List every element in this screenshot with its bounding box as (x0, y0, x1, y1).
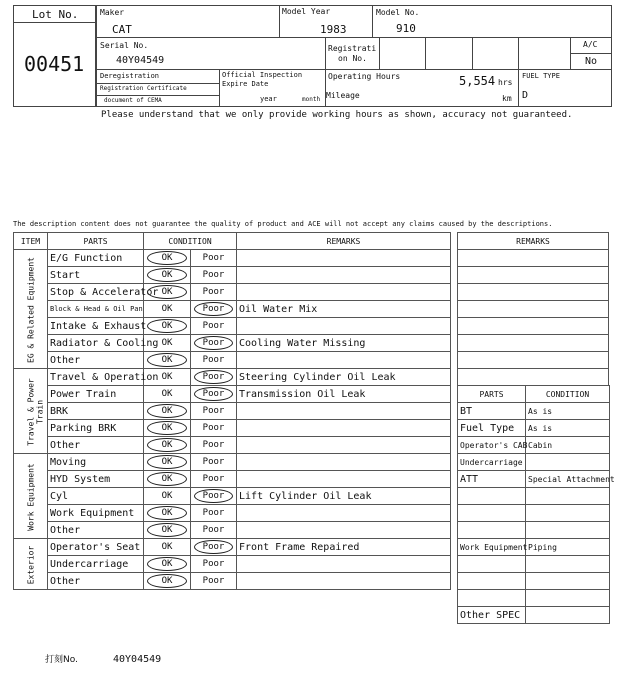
registration-label-2: on No. (338, 54, 367, 63)
poor-option (191, 437, 237, 454)
poor-label: Poor (202, 491, 225, 501)
ok-label: OK (161, 491, 173, 501)
right-condition-header: CONDITION (526, 386, 610, 403)
ok-label: OK (161, 542, 173, 552)
lot-number: 00451 (24, 52, 85, 76)
ok-option (144, 301, 191, 318)
poor-option (191, 369, 237, 386)
ok-option (144, 471, 191, 488)
remark-text (237, 556, 451, 573)
poor-label: Poor (202, 338, 225, 348)
right-parts-row (458, 590, 610, 607)
poor-label: Poor (202, 304, 225, 314)
inspection-row (14, 250, 451, 267)
right-part-name (458, 522, 526, 539)
selected-circle-mark (147, 285, 187, 299)
poor-label: Poor (202, 423, 225, 433)
selected-circle-mark (147, 319, 187, 333)
poor-option (191, 352, 237, 369)
right-remarks-table (457, 232, 609, 386)
remark-text (237, 284, 451, 301)
ok-label: OK (161, 389, 173, 399)
maker-value: CAT (112, 23, 132, 36)
ok-option (144, 454, 191, 471)
right-part-name: Fuel Type (458, 420, 526, 437)
right-parts-row (458, 471, 610, 488)
ok-label: OK (161, 287, 173, 297)
poor-option (191, 556, 237, 573)
poor-label: Poor (202, 457, 225, 467)
selected-circle-mark (147, 506, 187, 520)
selected-circle-mark (147, 455, 187, 469)
part-name: Undercarriage (48, 556, 144, 573)
selected-circle-mark (147, 557, 187, 571)
poor-option (191, 573, 237, 590)
right-part-condition (526, 505, 610, 522)
part-name: E/G Function (48, 250, 144, 267)
part-name: Intake & Exhaust (48, 318, 144, 335)
item-group-cell (14, 539, 48, 590)
selected-circle-mark (147, 574, 187, 588)
col-parts-header: PARTS (48, 233, 144, 250)
item-group-cell (14, 250, 48, 369)
right-remarks-cell (458, 335, 609, 352)
poor-label: Poor (202, 321, 225, 331)
ok-label: OK (161, 457, 173, 467)
right-part-name (458, 573, 526, 590)
poor-option (191, 505, 237, 522)
inspection-table (13, 232, 451, 590)
part-name: Other (48, 573, 144, 590)
poor-option (191, 522, 237, 539)
part-name: Other (48, 437, 144, 454)
right-part-name: Other SPEC (458, 607, 526, 624)
poor-label: Poor (202, 287, 225, 297)
inspection-row (14, 284, 451, 301)
inspection-label-1: Official Inspection (222, 71, 303, 79)
right-part-condition (526, 488, 610, 505)
operating-hours-value: 5,554 (459, 74, 496, 88)
right-remarks-cell (458, 250, 609, 267)
right-parts-row (458, 505, 610, 522)
poor-label: Poor (202, 474, 225, 484)
poor-label: Poor (202, 542, 225, 552)
inspection-row (14, 437, 451, 454)
right-part-condition: As is (526, 403, 610, 420)
right-parts-row (458, 607, 610, 624)
poor-label: Poor (202, 559, 225, 569)
item-group-cell (14, 454, 48, 539)
right-part-condition (526, 556, 610, 573)
selected-circle-mark (147, 268, 187, 282)
right-remarks-cell (458, 369, 609, 386)
poor-option (191, 267, 237, 284)
right-part-name (458, 488, 526, 505)
ok-label: OK (161, 576, 173, 586)
poor-option (191, 386, 237, 403)
right-remarks-cell (458, 284, 609, 301)
maker-label: Maker (100, 8, 125, 17)
right-parts-row (458, 522, 610, 539)
km-unit: km (502, 94, 512, 103)
remark-text (237, 420, 451, 437)
selected-circle-mark (194, 302, 233, 316)
ok-label: OK (161, 321, 173, 331)
ok-label: OK (161, 253, 173, 263)
poor-label: Poor (202, 389, 225, 399)
ok-option (144, 420, 191, 437)
poor-option (191, 301, 237, 318)
selected-circle-mark (147, 353, 187, 367)
remark-text (237, 522, 451, 539)
poor-label: Poor (202, 525, 225, 535)
col-remarks-header: REMARKS (237, 233, 451, 250)
right-part-condition (526, 454, 610, 471)
ok-label: OK (161, 372, 173, 382)
selected-circle-mark (194, 489, 233, 503)
selected-circle-mark (147, 404, 187, 418)
col-condition-header: CONDITION (144, 233, 237, 250)
inspection-row (14, 471, 451, 488)
part-name: Cyl (48, 488, 144, 505)
inspection-row (14, 301, 451, 318)
right-remarks-header: REMARKS (458, 233, 609, 250)
part-name: Stop & Accelerator (48, 284, 144, 301)
ok-label: OK (161, 355, 173, 365)
notice-text: The description content does not guarantee the quality of product and ACE will not accept any claims caused by the descriptions. (13, 220, 553, 228)
poor-option (191, 539, 237, 556)
part-name: Block & Head & Oil Pan (48, 301, 144, 318)
ok-option (144, 352, 191, 369)
poor-option (191, 335, 237, 352)
poor-label: Poor (202, 270, 225, 280)
inspection-row (14, 403, 451, 420)
inspection-row (14, 420, 451, 437)
right-parts-row (458, 437, 610, 454)
poor-label: Poor (202, 253, 225, 263)
inspection-row (14, 488, 451, 505)
remark-text (237, 318, 451, 335)
right-parts-row (458, 539, 610, 556)
item-group-label: Work Equipment (26, 462, 35, 531)
remark-text: Transmission Oil Leak (237, 386, 451, 403)
remark-text (237, 267, 451, 284)
ok-option (144, 284, 191, 301)
part-name: Start (48, 267, 144, 284)
ok-option (144, 318, 191, 335)
poor-option (191, 403, 237, 420)
poor-option (191, 454, 237, 471)
remark-text (237, 454, 451, 471)
ok-label: OK (161, 525, 173, 535)
remark-text (237, 437, 451, 454)
poor-option (191, 284, 237, 301)
remark-text: Oil Water Mix (237, 301, 451, 318)
selected-circle-mark (147, 251, 187, 265)
mileage-label: Mileage (326, 91, 360, 100)
ok-option (144, 267, 191, 284)
right-remarks-cell (458, 352, 609, 369)
right-part-name: BT (458, 403, 526, 420)
inspection-row (14, 335, 451, 352)
stamp-value: 40Y04549 (113, 654, 162, 665)
ok-option (144, 403, 191, 420)
operating-hours-label: Operating Hours (328, 72, 401, 81)
ok-option (144, 386, 191, 403)
remark-text: Cooling Water Missing (237, 335, 451, 352)
item-group-cell (14, 369, 48, 454)
item-group-label: EG & Related Equipment (26, 256, 35, 363)
part-name: Other (48, 352, 144, 369)
disclaimer-text: Please understand that we only provide working hours as shown, accuracy not guaranteed. (101, 110, 573, 120)
selected-circle-mark (147, 421, 187, 435)
remark-text: Front Frame Repaired (237, 539, 451, 556)
right-parts-row (458, 420, 610, 437)
selected-circle-mark (147, 472, 187, 486)
model-no-label: Model No. (376, 8, 420, 17)
inspection-row (14, 522, 451, 539)
ok-option (144, 556, 191, 573)
poor-option (191, 318, 237, 335)
right-part-name: Work Equipment (458, 539, 526, 556)
right-parts-header: PARTS (458, 386, 526, 403)
remark-text (237, 471, 451, 488)
poor-label: Poor (202, 440, 225, 450)
ok-label: OK (161, 270, 173, 280)
poor-option (191, 420, 237, 437)
ok-label: OK (161, 338, 173, 348)
right-remarks-cell (458, 301, 609, 318)
right-part-condition (526, 590, 610, 607)
hrs-unit: hrs (498, 78, 513, 87)
ok-option (144, 522, 191, 539)
remark-text (237, 403, 451, 420)
ac-value: No (585, 56, 598, 67)
registration-certificate-label: Registration Certificate (100, 85, 187, 92)
poor-label: Poor (202, 372, 225, 382)
selected-circle-mark (147, 438, 187, 452)
ok-option (144, 437, 191, 454)
part-name: Moving (48, 454, 144, 471)
inspection-row (14, 573, 451, 590)
ac-label: A/C (583, 40, 598, 49)
right-part-name: Operator's CAB (458, 437, 526, 454)
model-year-value: 1983 (320, 23, 347, 36)
inspection-row (14, 318, 451, 335)
part-name: Work Equipment (48, 505, 144, 522)
right-part-condition (526, 522, 610, 539)
right-parts-row (458, 556, 610, 573)
inspection-row (14, 454, 451, 471)
poor-option (191, 250, 237, 267)
registration-label-1: Registrati (328, 44, 377, 53)
right-part-condition: Special Attachment (526, 471, 610, 488)
selected-circle-mark (194, 387, 233, 401)
inspection-row (14, 267, 451, 284)
poor-label: Poor (202, 355, 225, 365)
ok-label: OK (161, 474, 173, 484)
right-parts-row (458, 403, 610, 420)
inspection-row (14, 386, 451, 403)
inspection-row (14, 369, 451, 386)
remark-text (237, 352, 451, 369)
ok-option (144, 505, 191, 522)
part-name: Power Train (48, 386, 144, 403)
right-part-condition: As is (526, 420, 610, 437)
model-no-value: 910 (396, 22, 416, 35)
fuel-type-label: FUEL TYPE (522, 72, 560, 80)
serial-label: Serial No. (100, 41, 149, 50)
model-year-label: Model Year (282, 7, 331, 16)
remark-text (237, 505, 451, 522)
month-label: month (302, 96, 321, 103)
ok-option (144, 573, 191, 590)
poor-option (191, 471, 237, 488)
ok-option (144, 250, 191, 267)
inspection-label-2: Expire Date (222, 80, 269, 88)
ok-option (144, 539, 191, 556)
serial-value: 40Y04549 (116, 55, 165, 66)
ok-label: OK (161, 304, 173, 314)
poor-label: Poor (202, 406, 225, 416)
part-name: BRK (48, 403, 144, 420)
ok-label: OK (161, 406, 173, 416)
right-parts-row (458, 573, 610, 590)
remark-text: Lift Cylinder Oil Leak (237, 488, 451, 505)
part-name: Other (48, 522, 144, 539)
right-part-condition: Piping (526, 539, 610, 556)
ok-label: OK (161, 440, 173, 450)
poor-label: Poor (202, 508, 225, 518)
part-name: Radiator & Cooling (48, 335, 144, 352)
ok-label: OK (161, 559, 173, 569)
year-label: year (260, 95, 277, 103)
selected-circle-mark (194, 336, 233, 350)
lot-label: Lot No. (32, 8, 79, 21)
inspection-row (14, 352, 451, 369)
right-part-name: Undercarriage (458, 454, 526, 471)
right-part-condition (526, 573, 610, 590)
remark-text (237, 573, 451, 590)
ok-option (144, 369, 191, 386)
right-remarks-cell (458, 267, 609, 284)
right-part-name: ATT (458, 471, 526, 488)
item-group-label: Exterior (26, 545, 35, 584)
selected-circle-mark (147, 523, 187, 537)
cema-label: document of CEMA (104, 97, 162, 104)
right-part-name (458, 590, 526, 607)
part-name: HYD System (48, 471, 144, 488)
ok-option (144, 488, 191, 505)
deregistration-label: Deregistration (100, 72, 160, 80)
item-group-label: Travel & Power Train (26, 377, 44, 446)
right-parts-table (457, 385, 615, 624)
ok-option (144, 335, 191, 352)
ok-label: OK (161, 423, 173, 433)
remark-text (237, 250, 451, 267)
right-part-condition (526, 607, 610, 624)
part-name: Parking BRK (48, 420, 144, 437)
right-parts-row (458, 488, 610, 505)
stamp-label: 打刻No. (45, 655, 78, 665)
right-part-condition: Cabin (526, 437, 610, 454)
ok-label: OK (161, 508, 173, 518)
inspection-row (14, 505, 451, 522)
part-name: Operator's Seat (48, 539, 144, 556)
poor-option (191, 488, 237, 505)
right-part-name (458, 505, 526, 522)
inspection-row (14, 539, 451, 556)
part-name: Travel & Operation (48, 369, 144, 386)
poor-label: Poor (202, 576, 225, 586)
inspection-row (14, 556, 451, 573)
col-item-header: ITEM (14, 233, 48, 250)
right-part-name (458, 556, 526, 573)
selected-circle-mark (194, 540, 233, 554)
selected-circle-mark (194, 370, 233, 384)
right-parts-row (458, 454, 610, 471)
fuel-type-value: D (522, 90, 529, 101)
remark-text: Steering Cylinder Oil Leak (237, 369, 451, 386)
right-remarks-cell (458, 318, 609, 335)
